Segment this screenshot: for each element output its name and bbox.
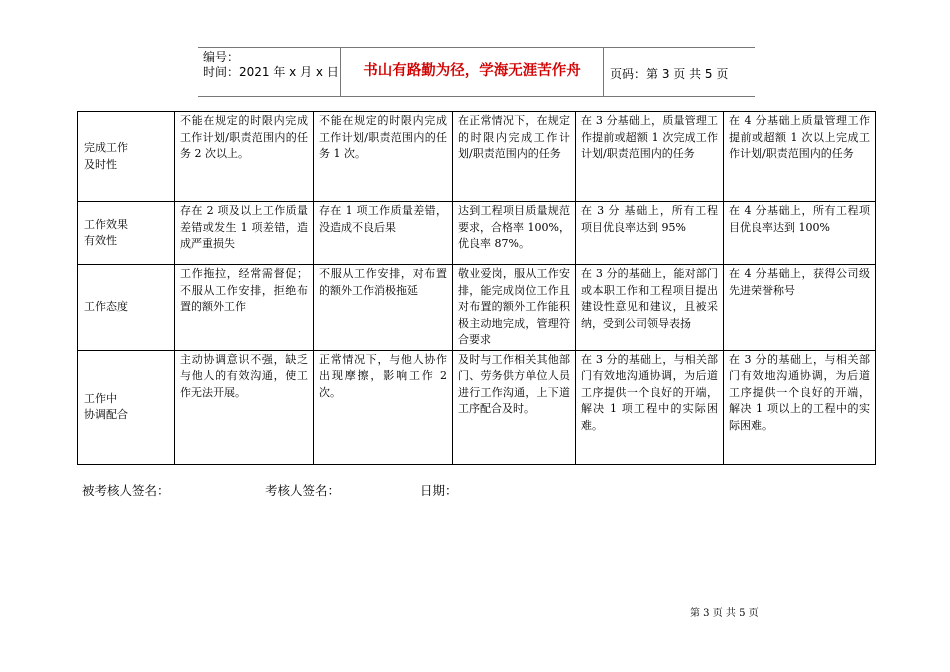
criterion-label: 完成工作 及时性 — [78, 112, 175, 202]
table-cell: 敬业爱岗，服从工作安排，能完成岗位工作且对布置的额外工作能积极主动地完成，管理符合要求 — [453, 265, 576, 351]
document-time-label: 时间：2021 年 x 月 x 日 — [203, 65, 339, 79]
page-number: 第 3 页 共 5 页 — [690, 608, 759, 619]
assessor-signature-label: 考核人签名： — [265, 483, 341, 498]
header-page-label: 页码：第 3 页 共 5 页 — [610, 67, 729, 81]
criterion-label: 工作态度 — [78, 265, 175, 351]
assessee-signature-label: 被考核人签名： — [82, 483, 170, 498]
assessment-table — [77, 111, 876, 465]
criterion-label: 工作中 协调配合 — [78, 350, 175, 464]
table-cell: 在 4 分基础上，所有工程项目优良率达到 100% — [724, 202, 876, 265]
criterion-label: 工作效果 有效性 — [78, 202, 175, 265]
table-row — [78, 112, 876, 202]
table-cell: 在 3 分基础上，质量管理工作提前或超额 1 次完成工作计划/职责范围内的任务 — [576, 112, 724, 202]
header-meta — [203, 50, 339, 80]
table-cell: 存在 2 项及以上工作质量差错或发生 1 项差错，造成严重损失 — [175, 202, 314, 265]
table-cell: 及时与工作相关其他部门、劳务供方单位人员进行工作沟通，上下道工序配合及时。 — [453, 350, 576, 464]
table-cell: 在 4 分基础上质量管理工作提前或超额 1 次以上完成工作计划/职责范围内的任务 — [724, 112, 876, 202]
table-cell: 存在 1 项工作质量差错，没造成不良后果 — [314, 202, 453, 265]
table-cell: 在 3 分 基础上，所有工程项目优良率达到 95% — [576, 202, 724, 265]
table-cell: 达到工程项目质量规范要求，合格率 100%，优良率 87%。 — [453, 202, 576, 265]
table-cell: 主动协调意识不强，缺乏与他人的有效沟通，使工作无法开展。 — [175, 350, 314, 464]
date-label: 日期： — [420, 483, 458, 498]
table-cell: 在 4 分基础上，获得公司级先进荣誉称号 — [724, 265, 876, 351]
table-cell: 不能在规定的时限内完成工作计划/职责范围内的任务 1 次。 — [314, 112, 453, 202]
table-cell: 在 3 分的基础上，能对部门或本职工作和工程项目提出建设性意见和建议，且被采纳，受到公司领导表扬 — [576, 265, 724, 351]
table-cell: 在 3 分的基础上，与相关部门有效地沟通协调，为后道工序提供一个良好的开端，解决 1 项以上的工程中的实际困难。 — [724, 350, 876, 464]
table-row — [78, 265, 876, 351]
table-cell: 不服从工作安排，对布置的额外工作消极拖延 — [314, 265, 453, 351]
table-cell: 在 3 分的基础上，与相关部门有效地沟通协调，为后道工序提供一个良好的开端，解决 1 项工程中的实际困难。 — [576, 350, 724, 464]
document-number-label: 编号： — [203, 50, 240, 64]
header-top-rule — [198, 47, 755, 48]
table-row — [78, 202, 876, 265]
table-row — [78, 350, 876, 464]
header-bottom-rule — [198, 96, 755, 97]
table-cell: 在正常情况下，在规定的时限内完成工作计划/职责范围内的任务 — [453, 112, 576, 202]
table-cell: 工作拖拉，经常需督促；不服从工作安排，拒绝布置的额外工作 — [175, 265, 314, 351]
table-cell: 正常情况下，与他人协作出现摩擦，影响工作 2 次。 — [314, 350, 453, 464]
page-header — [198, 47, 755, 97]
header-motto: 书山有路勤为径，学海无涯苦作舟 — [363, 63, 581, 79]
header-divider — [603, 47, 604, 97]
table-cell: 不能在规定的时限内完成工作计划/职责范围内的任务 2 次以上。 — [175, 112, 314, 202]
